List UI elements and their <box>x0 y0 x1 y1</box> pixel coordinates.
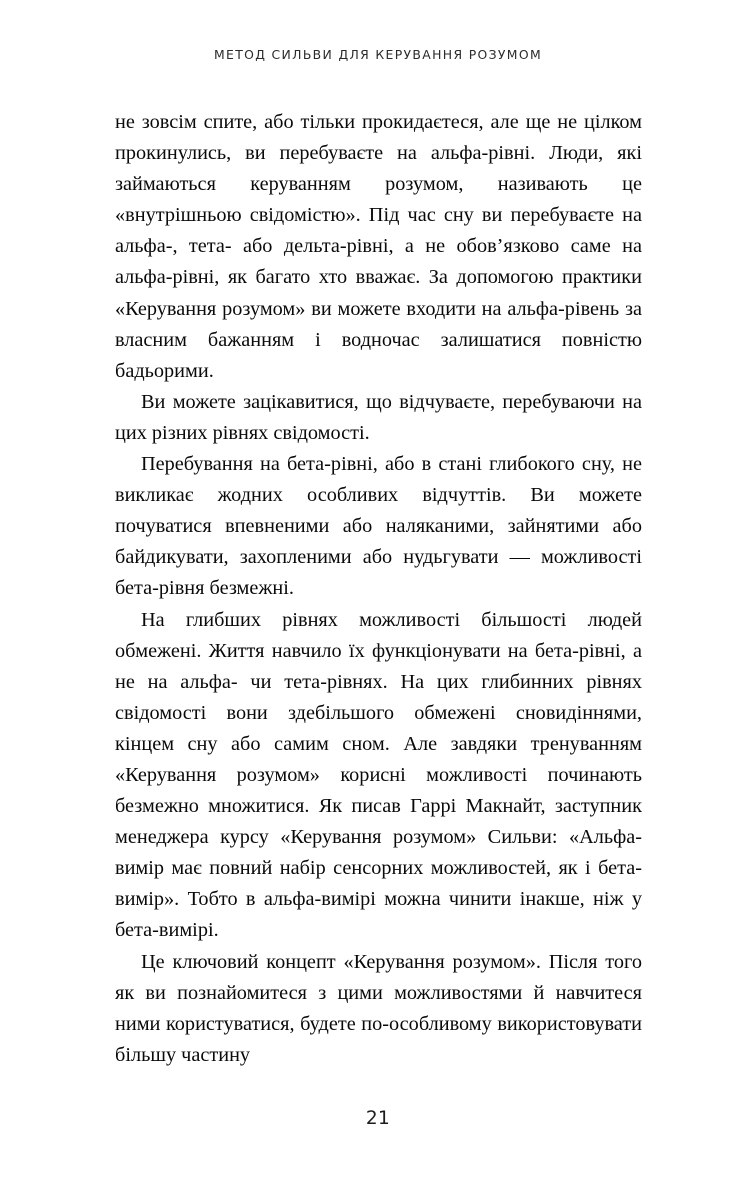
paragraph: Ви можете зацікавитися, що відчуваєте, перебуваючи на цих різних рівнях свідомості. <box>115 390 642 444</box>
running-head: МЕТОД СИЛЬВИ ДЛЯ КЕРУВАННЯ РОЗУМОМ <box>213 47 542 62</box>
body-text-block <box>115 107 642 1071</box>
page-number: 21 <box>365 1108 391 1129</box>
paragraph: Перебування на бета-рівні, або в стані глибокого сну, не викликає жодних особливих відчуттів. Ви можете почуватися впевненими або наляканими, зайнятими або байдикувати, захопленими або нудьгувати — можливості бета-рівня безмежні. <box>115 453 642 600</box>
paragraph: не зовсім спите, або тільки прокидаєтеся, але ще не цілком прокинулись, ви перебуваєте на альфа-рівні. Люди, які займаються керуванням розумом, називають це «внутрішньою свідомістю». Під час сну ви перебуваєте на альфа-, тета- або дельта-рівні, а не обов’язково саме на альфа-рівні, як багато хто вважає. За допомогою практики «Керування розумом» ви можете входити на альфа-рівень за власним бажанням і водночас залишатися повністю бадьорими. <box>115 111 642 382</box>
paragraph: Це ключовий концепт «Керування розумом». Після того як ви познайомитеся з цими можливостями й навчитеся ними користуватися, будете по-особливому використовувати більшу частину <box>115 950 642 1066</box>
paragraph: На глибших рівнях можливості більшості людей обмежені. Життя навчило їх функціонувати на бета-рівні, а не на альфа- чи тета-рівнях. На цих глибинних рівнях свідомості вони здебільшого обмежені сновидіннями, кінцем сну або самим сном. Але завдяки тренуванням «Керування розумом» корисні можливості починають безмежно множитися. Як писав Гаррі Макнайт, заступник менеджера курсу «Керування розумом» Сильви: «Альфа-вимір має повний набір сенсорних можливостей, як і бета-вимір». Тобто в альфа-вимірі можна чинити інакше, ніж у бета-вимірі. <box>115 608 642 942</box>
